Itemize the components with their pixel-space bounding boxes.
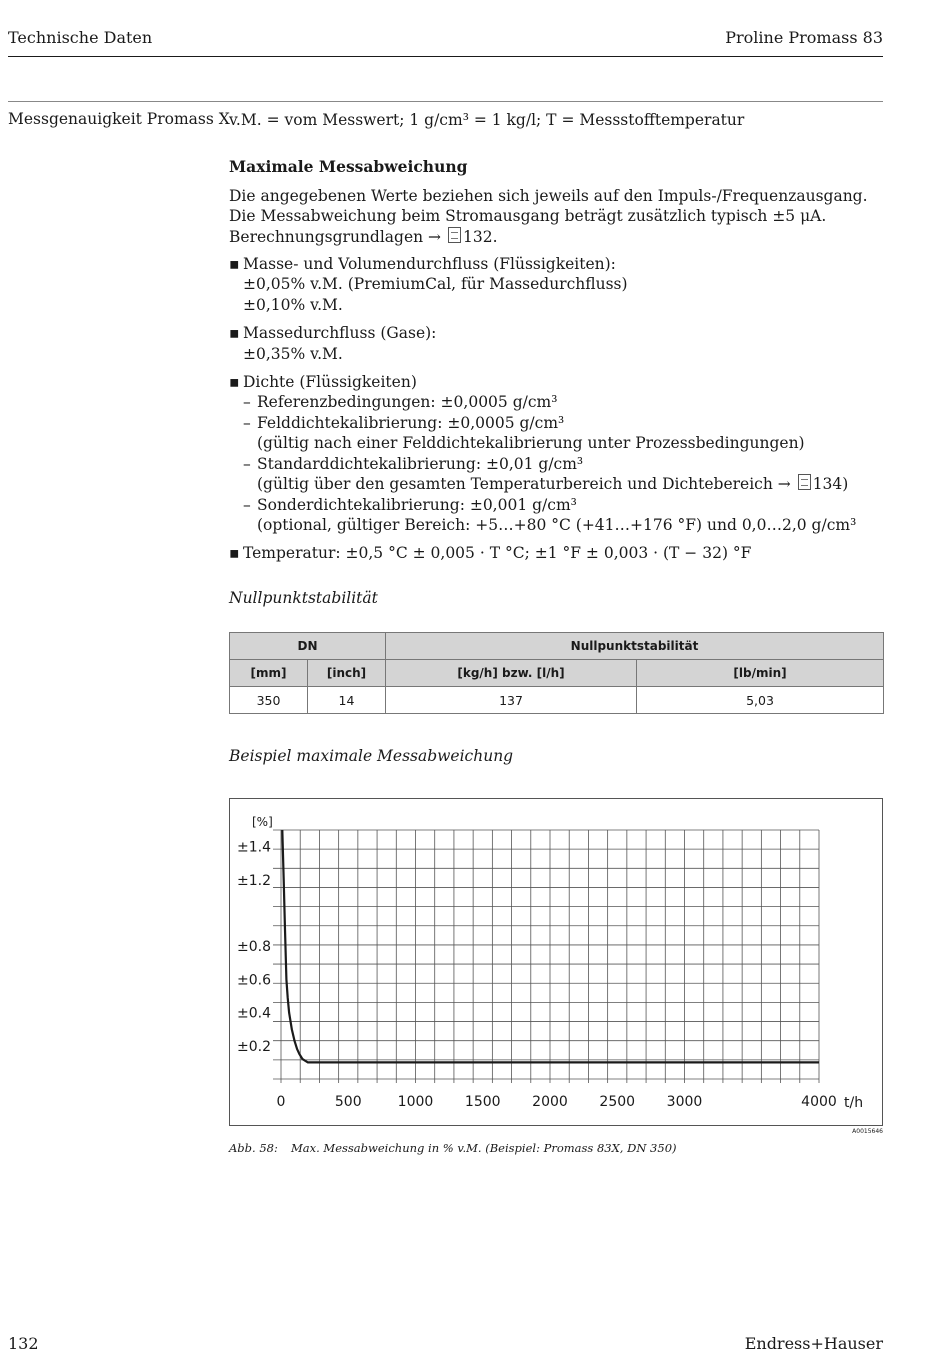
header-lbmin: [lb/min] [637,660,884,687]
page-number: 132 [8,1334,39,1353]
intro-ref-page[interactable]: 132. [462,227,498,246]
bullet-title: ▪ Dichte (Flüssigkeiten) [243,373,417,392]
figure-code: A0015646 [852,1128,883,1135]
x-tick-label: 1000 [397,1094,434,1110]
y-tick-label: ±1.4 [237,839,271,856]
section-rule [8,101,883,102]
bullet-line: ±0,10% v.M. [243,295,343,314]
dash-note-page[interactable]: 134) [812,475,849,494]
series-line [282,830,819,1062]
y-tick-label: ±0.4 [237,1005,271,1022]
intro-line-1: Die angegebenen Werte beziehen sich jeweils auf den Impuls-/Frequenzausgang. [229,186,868,205]
cell-mm: 350 [230,687,308,714]
x-tick-label: 2500 [599,1094,636,1110]
dash-note-prefix: (gültig über den gesamten Temperaturbereich und Dichtebereich → [257,475,791,494]
dash-item-special-calibration [243,495,883,536]
dash-note [257,474,883,494]
dash-note: (optional, gültiger Bereich: +5…+80 °C (+41…+176 °F) und 0,0…2,0 g/cm³ [257,515,857,534]
bullet-mass-volume-flow [229,254,883,315]
cell-inch: 14 [308,687,386,714]
y-tick-label: ±1.2 [237,872,271,889]
bullet-line: ±0,05% v.M. (PremiumCal, für Massedurchfluss) [243,275,628,294]
dash-line: – Referenzbedingungen: ±0,0005 g/cm³ [257,393,558,412]
x-tick-label: 0 [276,1094,286,1110]
x-tick-label: 1500 [464,1094,501,1110]
cell-kgh: 137 [386,687,637,714]
dash-line: – Standarddichtekalibrierung: ±0,01 g/cm³ [257,454,584,473]
intro-ref-line [229,227,883,247]
bullet-title: ▪ Temperatur: ±0,5 °C ± 0,005 · T °C; ±1 °F ± 0,003 · (T − 32) °F [243,544,752,563]
error-chart-svg [230,799,884,1127]
y-axis-label: [%] [252,815,273,829]
definition-line: v.M. = vom Messwert; 1 g/cm³ = 1 kg/l; T = Messstofftemperatur [229,111,745,129]
page-reference-icon [798,474,811,490]
table-header-row [230,660,884,687]
intro-text [229,186,883,247]
zero-stability-heading: Nullpunktstabilität [229,588,378,607]
page-reference-icon [448,227,461,243]
x-tick-label: 2000 [532,1094,568,1110]
header-dn: DN [230,633,386,660]
y-tick-label: ±0.6 [237,972,271,989]
header-chapter: Technische Daten [8,28,153,47]
example-heading: Beispiel maximale Messabweichung [229,747,514,765]
dash-item-reference [243,392,883,412]
section-label: Messgenauigkeit Promass X [8,110,230,128]
caption-text: Max. Messabweichung in % v.M. (Beispiel: Promass 83X, DN 350) [291,1141,677,1155]
table-header-row [230,633,884,660]
dash-note: (gültig nach einer Felddichtekalibrierung unter Prozessbedingungen) [257,434,805,453]
intro-line-2: Die Messabweichung beim Stromausgang beträgt zusätzlich typisch ±5 μA. [229,207,827,226]
cell-lbmin: 5,03 [637,687,884,714]
header-mm: [mm] [230,660,308,687]
dash-item-field-calibration [243,413,883,454]
dash-line: – Sonderdichtekalibrierung: ±0,001 g/cm³ [257,495,577,514]
x-tick-label: 4000 [801,1094,837,1110]
zero-stability-table [229,632,884,714]
header-inch: [inch] [308,660,386,687]
y-tick-label: ±0.2 [237,1038,271,1055]
bullet-density [229,372,883,535]
header-rule [8,56,883,57]
bullet-title: ▪ Massedurchfluss (Gase): [243,324,437,343]
dash-line: – Felddichtekalibrierung: ±0,0005 g/cm³ [257,413,565,432]
table-row [230,687,884,714]
x-axis-label: t/h [844,1095,864,1111]
y-tick-label: ±0.8 [237,939,271,956]
section-heading: Maximale Messabweichung [229,157,468,177]
bullet-line: ±0,35% v.M. [243,344,343,363]
bullet-temperature [229,543,883,563]
caption-number: Abb. 58: [229,1141,278,1155]
header-product: Proline Promass 83 [725,28,883,47]
header-zero-stability: Nullpunktstabilität [386,633,884,660]
x-tick-label: 500 [334,1094,362,1110]
header-kgh: [kg/h] bzw. [l/h] [386,660,637,687]
error-chart [229,798,883,1126]
dash-item-standard-calibration [243,454,883,495]
bullet-title: ▪ Masse- und Volumendurchfluss (Flüssigkeiten): [243,255,616,274]
intro-ref-prefix: Berechnungsgrundlagen → [229,227,442,246]
x-tick-label: 3000 [666,1094,703,1110]
figure-caption [229,1141,677,1155]
section-content [229,110,883,608]
brand-name: Endress+Hauser [744,1334,883,1353]
bullet-mass-flow-gas [229,323,883,364]
